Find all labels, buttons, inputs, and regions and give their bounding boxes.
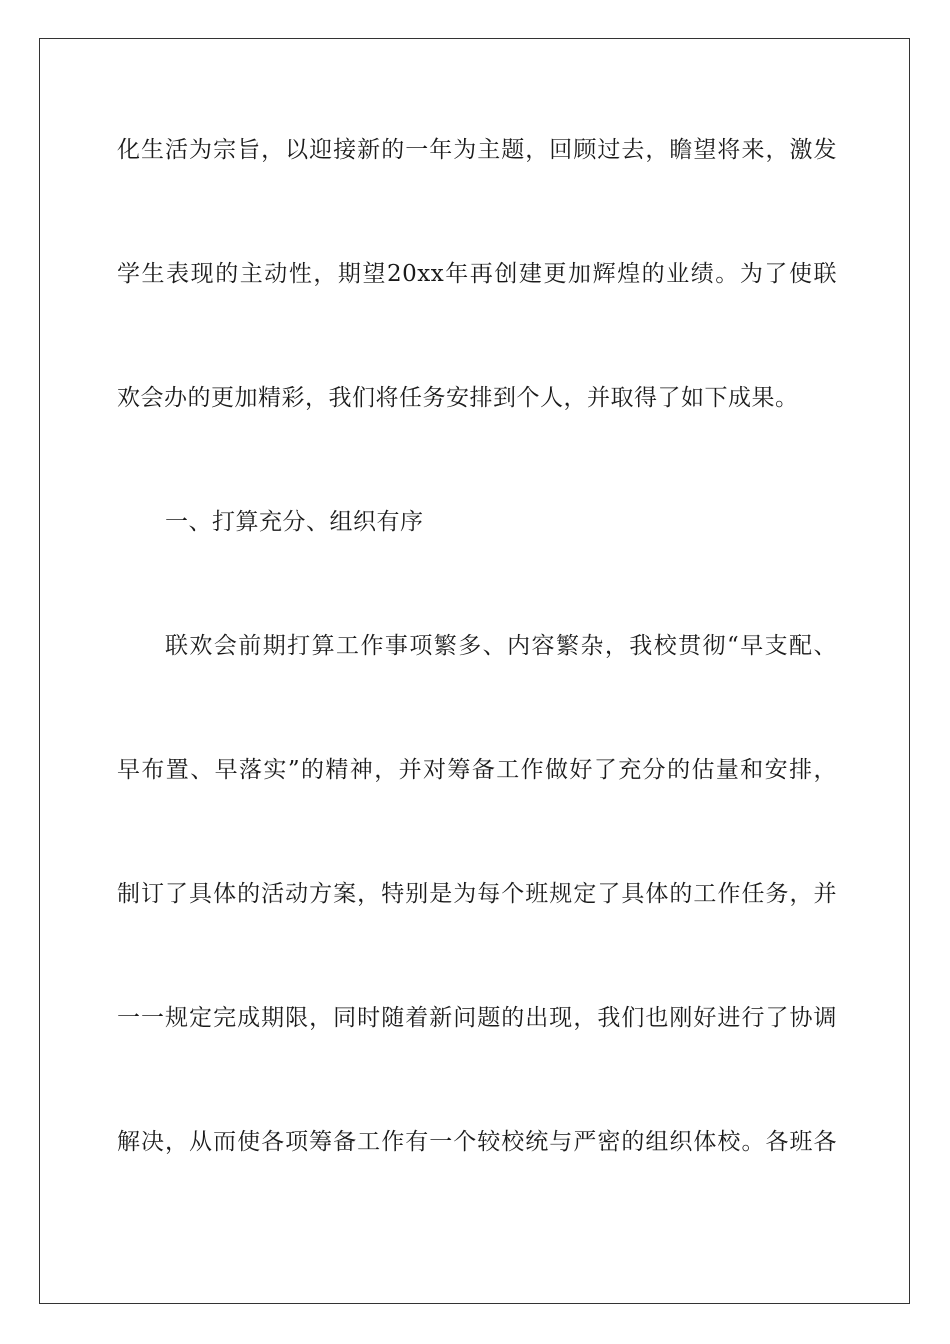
paragraph-line: 解决，从而使各项筹备工作有一个较校统与严密的组织体校。各班各 bbox=[117, 1129, 837, 1155]
paragraph-line: 早布置、早落实”的精神，并对筹备工作做好了充分的估量和安排， bbox=[117, 757, 837, 783]
paragraph-line: 制订了具体的活动方案，特别是为每个班规定了具体的工作任务，并 bbox=[117, 881, 837, 907]
paragraph-line: 一一规定完成期限，同时随着新问题的出现，我们也刚好进行了协调 bbox=[117, 1005, 837, 1031]
paragraph-line: 学生表现的主动性，期望20xx年再创建更加辉煌的业绩。为了使联 bbox=[117, 261, 837, 287]
paragraph-line: 联欢会前期打算工作事项繁多、内容繁杂，我校贯彻“早支配、 bbox=[165, 633, 837, 659]
page-border bbox=[39, 38, 910, 1304]
paragraph-line: 欢会办的更加精彩，我们将任务安排到个人，并取得了如下成果。 bbox=[117, 385, 799, 411]
section-heading: 一、打算充分、组织有序 bbox=[165, 509, 424, 535]
paragraph-line: 化生活为宗旨，以迎接新的一年为主题，回顾过去，瞻望将来，激发 bbox=[117, 137, 837, 163]
